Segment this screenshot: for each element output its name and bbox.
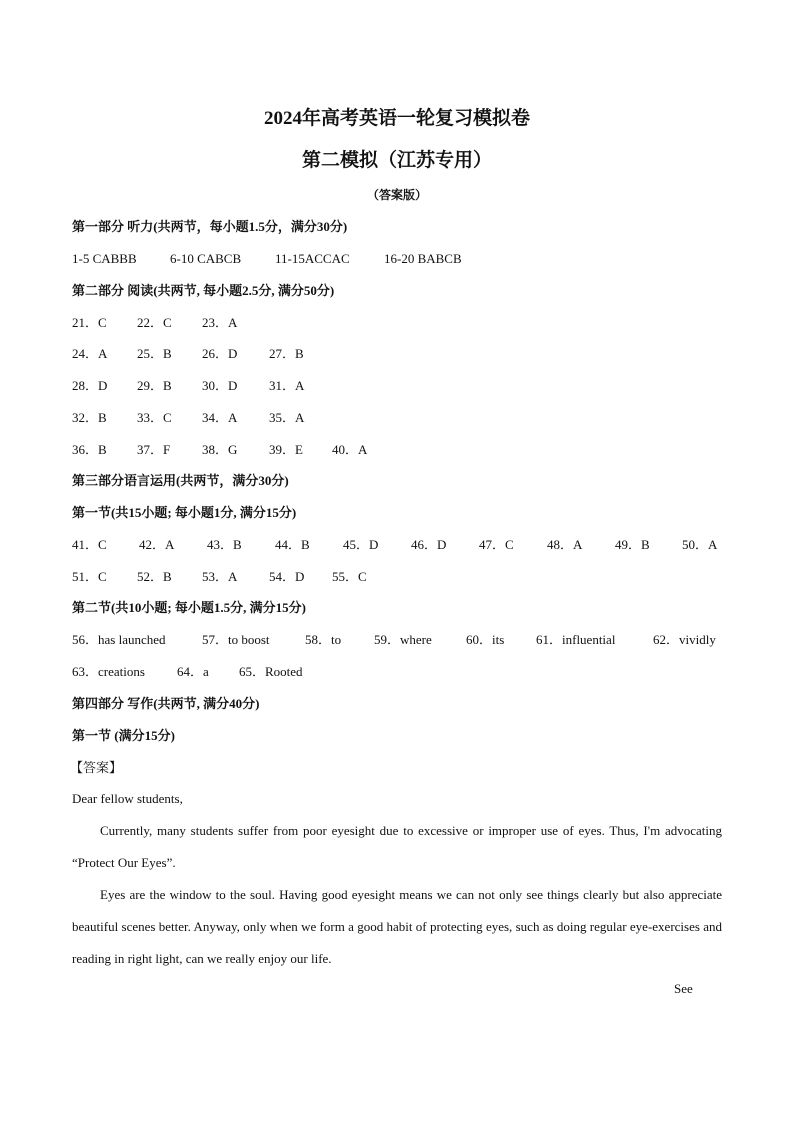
answer-item: 63．creations	[72, 664, 145, 679]
answer-item: 21．C	[72, 315, 107, 330]
part2-row	[72, 440, 722, 460]
answer-item: 34．A	[202, 410, 238, 425]
exam-title: 2024年高考英语一轮复习模拟卷	[263, 108, 530, 129]
answer-item: 31．A	[269, 378, 305, 393]
answer-item: 47．C	[479, 537, 514, 552]
exam-subtitle: 第二模拟（江苏专用）	[301, 150, 492, 171]
answer-item: 53．A	[202, 569, 238, 584]
answer-item: 58．to	[305, 632, 342, 647]
answer-item: 22．C	[137, 315, 172, 330]
letter-greeting: Dear fellow students,	[72, 791, 183, 806]
answer-group: 6-10 CABCB	[170, 251, 242, 266]
part1-answers	[72, 249, 722, 269]
answer-item: 37．F	[137, 442, 171, 457]
part3-section2-heading: 第二节(共10小题; 每小题1.5分, 满分15分)	[72, 600, 306, 615]
answer-item: 57．to boost	[202, 632, 270, 647]
answer-item: 32．B	[72, 410, 107, 425]
answer-item: 51．C	[72, 569, 107, 584]
letter-paragraph-2: Eyes are the window to the soul. Having good eyesight means we can not only see things clearly but also appreciate beautiful scenes better. Anyway, only when we form a good habit of protecting eyes, such as doing regular eye-exercises and reading in right light, can we really enjoy our life.	[72, 887, 722, 966]
answer-item: 64．a	[177, 664, 209, 679]
answer-item: 36．B	[72, 442, 107, 457]
answer-group: 16-20 BABCB	[384, 251, 462, 266]
answer-item: 61．influential	[536, 632, 616, 647]
answer-item: 43．B	[207, 537, 242, 552]
answer-item: 52．B	[137, 569, 172, 584]
part3-section2-row	[72, 630, 722, 650]
part3-section1-row	[72, 535, 722, 555]
answer-item: 54．D	[269, 569, 305, 584]
answer-item: 35．A	[269, 410, 305, 425]
answer-item: 48．A	[547, 537, 583, 552]
answer-item: 25．B	[137, 346, 172, 361]
answer-item: 33．C	[137, 410, 172, 425]
part3-section1-row	[72, 567, 722, 587]
part4-section1-heading: 第一节 (满分15分)	[72, 728, 175, 743]
letter-paragraph-1: Currently, many students suffer from poor eyesight due to excessive or improper use of eyes. Thus, I'm advocating “Protect Our Eyes”.	[72, 823, 722, 870]
answer-item: 62．vividly	[653, 632, 716, 647]
answer-item: 44．B	[275, 537, 310, 552]
part2-row	[72, 376, 722, 396]
trailing-text: See	[674, 981, 693, 996]
answer-item: 40．A	[332, 442, 368, 457]
answer-item: 60．its	[466, 632, 505, 647]
answer-label: 【答案】	[70, 760, 123, 775]
answer-group: 1-5 CABBB	[72, 251, 137, 266]
answer-item: 30．D	[202, 378, 238, 393]
answer-item: 45．D	[343, 537, 379, 552]
answer-item: 42．A	[139, 537, 175, 552]
answer-item: 50．A	[682, 537, 718, 552]
answer-item: 27．B	[269, 346, 304, 361]
answer-item: 65．Rooted	[239, 664, 303, 679]
answer-item: 55．C	[332, 569, 367, 584]
answer-item: 39．E	[269, 442, 303, 457]
answer-item: 41．C	[72, 537, 107, 552]
answer-item: 49．B	[615, 537, 650, 552]
part2-row	[72, 408, 722, 428]
part2-row	[72, 344, 722, 364]
answer-item: 24．A	[72, 346, 108, 361]
part3-heading: 第三部分语言运用(共两节，满分30分)	[72, 473, 289, 488]
answer-item: 28．D	[72, 378, 108, 393]
part3-section1-heading: 第一节(共15小题; 每小题1分, 满分15分)	[72, 505, 297, 520]
answer-item: 29．B	[137, 378, 172, 393]
answer-item: 26．D	[202, 346, 238, 361]
answer-item: 38．G	[202, 442, 238, 457]
answer-group: 11-15ACCAC	[275, 251, 350, 266]
answer-version-label: （答案版）	[366, 188, 427, 202]
part4-heading: 第四部分 写作(共两节, 满分40分)	[72, 696, 260, 711]
part2-row	[72, 313, 722, 333]
part2-heading: 第二部分 阅读(共两节, 每小题2.5分, 满分50分)	[72, 283, 335, 298]
answer-item: 56．has launched	[72, 632, 166, 647]
answer-item: 23．A	[202, 315, 238, 330]
answer-item: 46．D	[411, 537, 447, 552]
answer-item: 59．where	[374, 632, 432, 647]
part3-section2-row	[72, 662, 722, 682]
part1-heading: 第一部分 听力(共两节，每小题1.5分，满分30分)	[72, 219, 348, 234]
